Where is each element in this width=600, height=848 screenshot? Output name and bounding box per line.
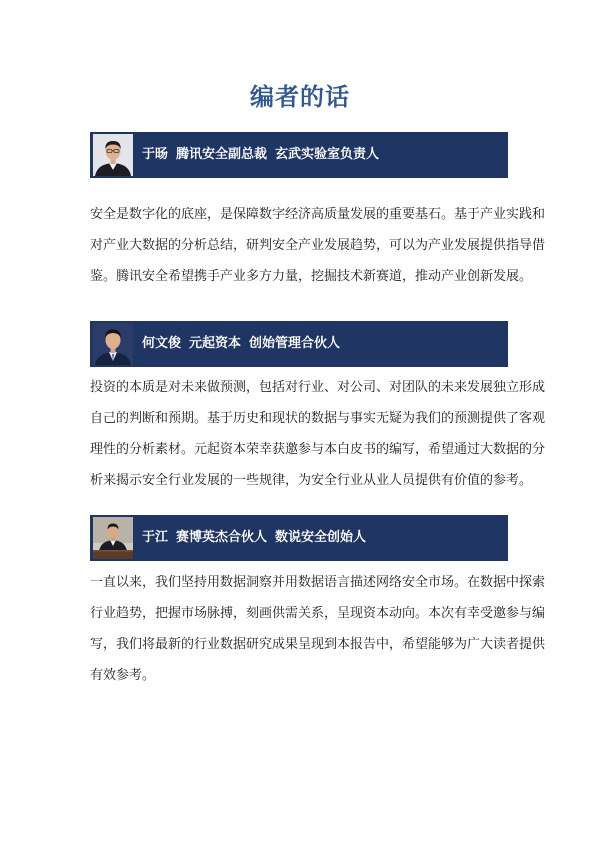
editor-banner-1 xyxy=(90,132,508,178)
statement-line: 析来揭示安全行业发展的一些规律，为安全行业从业人员提供有价值的参考。 xyxy=(90,473,533,488)
page-title: 编者的话 xyxy=(250,83,350,111)
statement-line: 理性的分析素材。元起资本荣幸获邀参与本白皮书的编写，希望通过大数据的分 xyxy=(90,442,546,457)
editor-name: 于江 xyxy=(142,530,169,545)
editor-role: 腾讯安全副总裁 xyxy=(176,147,268,162)
editor-role: 数说安全创始人 xyxy=(275,530,367,545)
editor-statement-3 xyxy=(90,567,546,691)
statement-line: 自己的判断和预期。基于历史和现状的数据与事实无疑为我们的预测提供了客观 xyxy=(90,411,546,426)
statement-line: 行业趋势，把握市场脉搏，刻画供需关系，呈现资本动向。本次有幸受邀参与编 xyxy=(90,606,546,621)
portrait-man-desk-icon xyxy=(93,517,133,559)
editor-role: 创始管理合伙人 xyxy=(249,336,341,351)
portrait-man-suit-icon xyxy=(93,323,133,365)
editor-banner-2 xyxy=(90,321,508,367)
editor-name: 何文俊 xyxy=(142,336,182,351)
editor-role: 赛博英杰合伙人 xyxy=(176,530,268,545)
statement-line: 投资的本质是对未来做预测，包括对行业、对公司、对团队的未来发展独立形成 xyxy=(90,380,546,395)
portrait-man-glasses-icon xyxy=(93,134,133,176)
editor-statement-2 xyxy=(90,372,546,496)
statement-line: 有效参考。 xyxy=(90,668,156,683)
editor-role: 元起资本 xyxy=(189,336,242,351)
statement-line: 鉴。腾讯安全希望携手产业多方力量，挖掘技术新赛道，推动产业创新发展。 xyxy=(90,269,533,284)
statement-line: 写，我们将最新的行业数据研究成果呈现到本报告中，希望能够为广大读者提供 xyxy=(90,637,546,652)
editor-heading-1 xyxy=(142,132,379,178)
editor-heading-3 xyxy=(142,515,366,561)
statement-line: 安全是数字化的底座，是保障数字经济高质量发展的重要基石。基于产业实践和 xyxy=(90,207,546,222)
statement-line: 一直以来，我们坚持用数据洞察并用数据语言描述网络安全市场。在数据中探索 xyxy=(90,575,546,590)
editor-statement-1 xyxy=(90,199,546,292)
editor-banner-3 xyxy=(90,515,508,561)
editor-heading-2 xyxy=(142,321,340,367)
editor-name: 于旸 xyxy=(142,147,169,162)
editor-role: 玄武实验室负责人 xyxy=(275,147,380,162)
statement-line: 对产业大数据的分析总结，研判安全产业发展趋势，可以为产业发展提供指导借 xyxy=(90,238,546,253)
